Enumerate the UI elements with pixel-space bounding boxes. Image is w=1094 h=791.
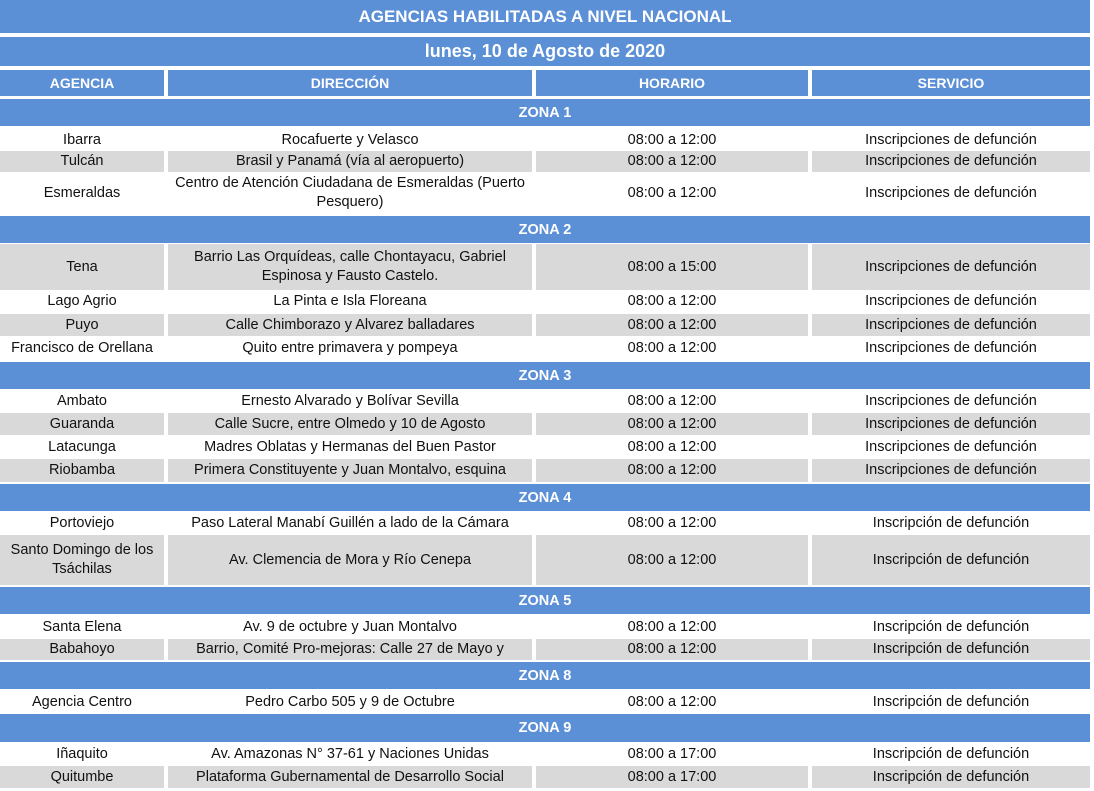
cell-servicio: Inscripción de defunción (812, 512, 1090, 534)
cell-direccion: Barrio Las Orquídeas, calle Chontayacu, Gabriel Espinosa y Fausto Castelo. (168, 244, 532, 290)
cell-agencia: Francisco de Orellana (0, 337, 164, 359)
cell-agencia: Agencia Centro (0, 690, 164, 714)
cell-agencia: Iñaquito (0, 743, 164, 765)
cell-horario: 08:00 a 12:00 (536, 413, 808, 435)
table-row (0, 413, 1090, 435)
cell-servicio: Inscripciones de defunción (812, 390, 1090, 412)
cell-servicio: Inscripción de defunción (812, 639, 1090, 660)
cell-horario: 08:00 a 12:00 (536, 436, 808, 458)
cell-horario: 08:00 a 12:00 (536, 390, 808, 412)
cell-agencia: Lago Agrio (0, 290, 164, 312)
cell-horario: 08:00 a 12:00 (536, 172, 808, 214)
cell-horario: 08:00 a 17:00 (536, 743, 808, 765)
cell-horario: 08:00 a 12:00 (536, 512, 808, 534)
cell-direccion: Barrio, Comité Pro-mejoras: Calle 27 de Mayo y (168, 639, 532, 660)
table-row (0, 766, 1090, 788)
cell-servicio: Inscripciones de defunción (812, 244, 1090, 290)
cell-direccion: Av. 9 de octubre y Juan Montalvo (168, 616, 532, 638)
cell-direccion: La Pinta e Isla Floreana (168, 290, 532, 312)
cell-agencia: Santa Elena (0, 616, 164, 638)
cell-agencia: Portoviejo (0, 512, 164, 534)
cell-direccion: Quito entre primavera y pompeya (168, 337, 532, 359)
cell-servicio: Inscripción de defunción (812, 743, 1090, 765)
table-row (0, 639, 1090, 660)
cell-horario: 08:00 a 12:00 (536, 151, 808, 172)
cell-direccion: Rocafuerte y Velasco (168, 130, 532, 151)
table-row (0, 290, 1090, 312)
cell-direccion: Paso Lateral Manabí Guillén a lado de la Cámara (168, 512, 532, 534)
cell-agencia: Tulcán (0, 151, 164, 172)
column-header-horario: HORARIO (536, 70, 808, 96)
cell-horario: 08:00 a 12:00 (536, 690, 808, 714)
cell-horario: 08:00 a 12:00 (536, 314, 808, 336)
table-row (0, 616, 1090, 638)
zone-header: ZONA 8 (0, 662, 1090, 689)
cell-agencia: Puyo (0, 314, 164, 336)
table-row (0, 743, 1090, 765)
cell-direccion: Plataforma Gubernamental de Desarrollo Social (168, 766, 532, 788)
cell-direccion: Pedro Carbo 505 y 9 de Octubre (168, 690, 532, 714)
cell-agencia: Babahoyo (0, 639, 164, 660)
cell-horario: 08:00 a 12:00 (536, 616, 808, 638)
cell-horario: 08:00 a 12:00 (536, 459, 808, 482)
cell-agencia: Esmeraldas (0, 172, 164, 214)
cell-horario: 08:00 a 12:00 (536, 535, 808, 585)
table-row (0, 130, 1090, 151)
cell-horario: 08:00 a 12:00 (536, 639, 808, 660)
cell-agencia: Latacunga (0, 436, 164, 458)
table-row (0, 512, 1090, 534)
table-row (0, 151, 1090, 172)
cell-agencia: Ibarra (0, 130, 164, 151)
cell-horario: 08:00 a 12:00 (536, 337, 808, 359)
cell-servicio: Inscripciones de defunción (812, 459, 1090, 482)
table-row (0, 244, 1090, 290)
cell-servicio: Inscripción de defunción (812, 616, 1090, 638)
cell-direccion: Av. Clemencia de Mora y Río Cenepa (168, 535, 532, 585)
cell-horario: 08:00 a 15:00 (536, 244, 808, 290)
cell-direccion: Calle Chimborazo y Alvarez balladares (168, 314, 532, 336)
table-row (0, 172, 1090, 214)
cell-horario: 08:00 a 17:00 (536, 766, 808, 788)
cell-agencia: Tena (0, 244, 164, 290)
cell-agencia: Ambato (0, 390, 164, 412)
cell-servicio: Inscripción de defunción (812, 690, 1090, 714)
column-header-row (0, 70, 1090, 96)
cell-servicio: Inscripciones de defunción (812, 413, 1090, 435)
zone-header: ZONA 2 (0, 216, 1090, 243)
table-row (0, 314, 1090, 336)
cell-servicio: Inscripción de defunción (812, 766, 1090, 788)
column-header-agencia: AGENCIA (0, 70, 164, 96)
cell-servicio: Inscripciones de defunción (812, 151, 1090, 172)
cell-agencia: Quitumbe (0, 766, 164, 788)
zone-header: ZONA 1 (0, 99, 1090, 126)
zone-header: ZONA 5 (0, 587, 1090, 614)
zone-header: ZONA 9 (0, 714, 1090, 742)
cell-direccion: Centro de Atención Ciudadana de Esmeraldas (Puerto Pesquero) (168, 172, 532, 214)
cell-direccion: Av. Amazonas N° 37-61 y Naciones Unidas (168, 743, 532, 765)
table-row (0, 535, 1090, 585)
cell-agencia: Santo Domingo de los Tsáchilas (0, 535, 164, 585)
cell-direccion: Ernesto Alvarado y Bolívar Sevilla (168, 390, 532, 412)
column-header-servicio: SERVICIO (812, 70, 1090, 96)
table-title: AGENCIAS HABILITADAS A NIVEL NACIONAL (0, 0, 1090, 33)
cell-servicio: Inscripciones de defunción (812, 314, 1090, 336)
cell-horario: 08:00 a 12:00 (536, 290, 808, 312)
cell-servicio: Inscripciones de defunción (812, 337, 1090, 359)
cell-direccion: Primera Constituyente y Juan Montalvo, esquina (168, 459, 532, 482)
cell-horario: 08:00 a 12:00 (536, 130, 808, 151)
table-row (0, 390, 1090, 412)
cell-agencia: Guaranda (0, 413, 164, 435)
cell-direccion: Madres Oblatas y Hermanas del Buen Pastor (168, 436, 532, 458)
cell-servicio: Inscripciones de defunción (812, 172, 1090, 214)
cell-agencia: Riobamba (0, 459, 164, 482)
table-row (0, 436, 1090, 458)
cell-servicio: Inscripción de defunción (812, 535, 1090, 585)
zone-header: ZONA 4 (0, 484, 1090, 511)
cell-servicio: Inscripciones de defunción (812, 436, 1090, 458)
cell-direccion: Calle Sucre, entre Olmedo y 10 de Agosto (168, 413, 532, 435)
cell-servicio: Inscripciones de defunción (812, 130, 1090, 151)
cell-servicio: Inscripciones de defunción (812, 290, 1090, 312)
zone-header: ZONA 3 (0, 362, 1090, 389)
table-row (0, 690, 1090, 714)
table-date: lunes, 10 de Agosto de 2020 (0, 37, 1090, 66)
table-row (0, 337, 1090, 359)
table-row (0, 459, 1090, 482)
column-header-direccion: DIRECCIÓN (168, 70, 532, 96)
cell-direccion: Brasil y Panamá (vía al aeropuerto) (168, 151, 532, 172)
